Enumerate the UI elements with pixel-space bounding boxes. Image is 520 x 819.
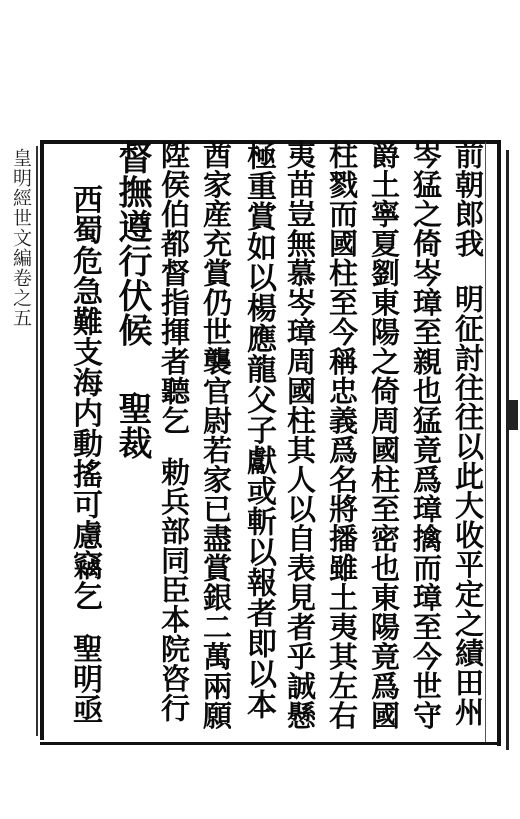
frame-right-border [497,140,501,746]
text-column-9 [110,140,154,460]
margin-rule [36,146,38,736]
frame-bottom-border [40,742,500,745]
text-column-4 [320,140,364,730]
column-10-part-1: 西蜀危急難支海内動搖可慮竊乞 [67,184,102,611]
text-column-10 [62,184,106,725]
frame-left-border [40,140,44,740]
margin-title: 皇明經世文編卷之五 [10,148,32,328]
text-column-7 [194,140,238,730]
text-column-6 [236,140,280,720]
column-1-part-2: 明征討往往以此大收平定之績田州 [451,284,485,727]
column-10-part-2: 聖明亟 [67,633,102,725]
column-3-text: 爵土寧夏劉東陽之倚周國柱至密也東陽竟爲國 [367,140,401,730]
text-column-8 [152,140,196,723]
column-8-part-1: 陞侯伯都督指揮者聽乞 [157,140,191,435]
column-2-text: 岑猛之倚岑璋至親也猛竟爲璋擒而璋至今世守 [409,140,443,730]
text-column-5 [278,140,322,730]
column-6-text: 極重賞如以楊應龍父子獻或斬以報者即以本 [241,140,276,720]
column-9-part-1: 督撫遵行伏候 [112,140,152,347]
text-column-3 [362,140,406,730]
adjacent-page-mark [508,400,518,430]
column-5-text: 夷苗豈無慕岑璋周國柱其人以自表見者乎誠懸 [283,140,317,730]
adjacent-page-edge [506,150,520,750]
text-column-1 [446,140,490,727]
column-9-part-2: 聖裁 [112,391,152,460]
column-1-part-1: 前朝郎我 [451,140,485,258]
column-7-text: 酋家産充賞仍世襲官尉若家已盡賞銀二萬兩願 [199,140,233,730]
column-8-part-2: 勅兵部同臣本院咨行 [157,457,191,723]
text-column-2 [404,140,448,730]
column-4-text: 柱戮而國柱至今稱忠義爲名將播雖土夷其左右 [325,140,359,730]
